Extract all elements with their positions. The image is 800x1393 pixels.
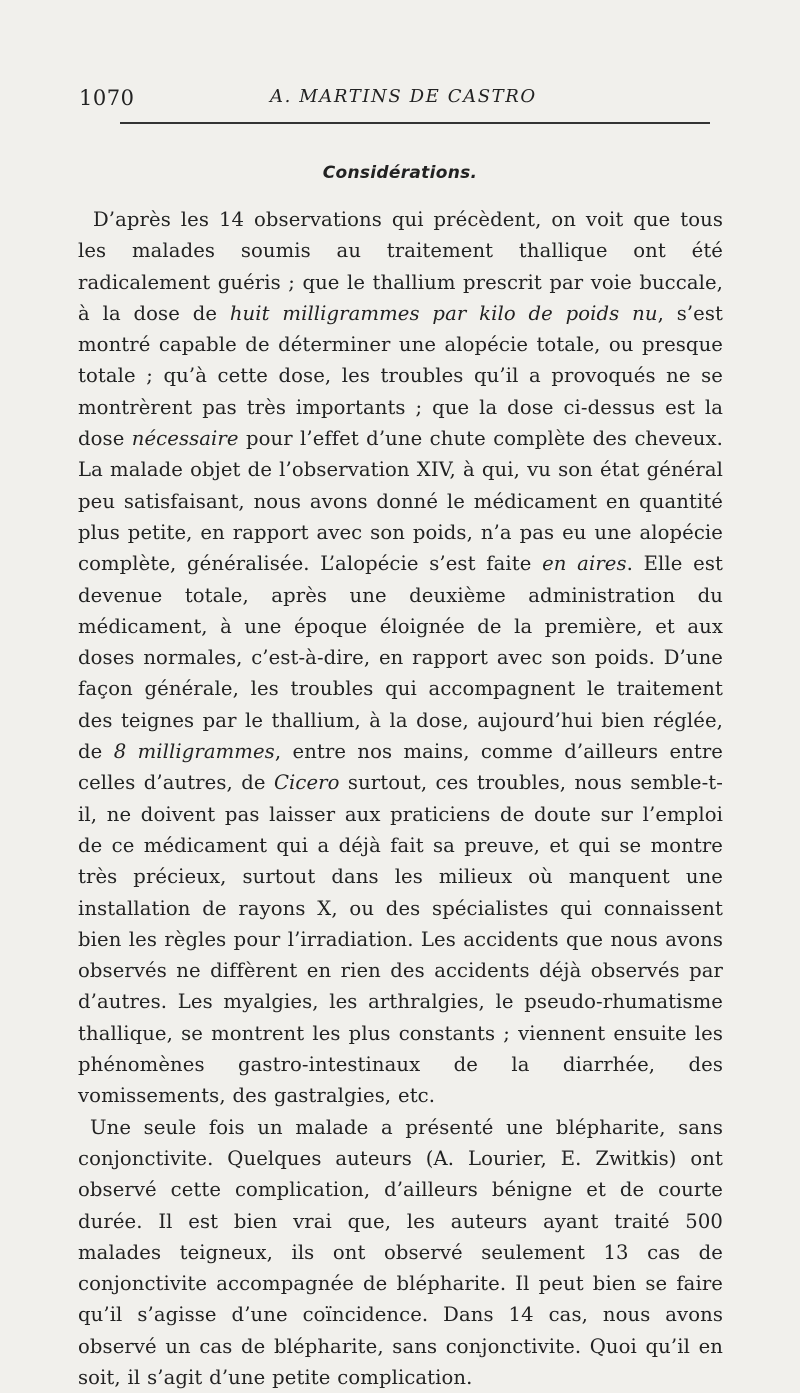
text-run: . Elle est devenue totale, après une deuxième administration du médicament, à une époque éloignée de la première, et aux doses normales, c’est-à-dire, en rapport avec son poids. D’une façon générale, les troubles qui accompagnent le traitement des teignes par le thallium, à la dose, aujourd’hui bien réglée, de [78,552,723,764]
text-run: pour l’effet d’une chute complète des cheveux. La malade objet de l’observation XIV, à qui, vu son état général peu satisfaisant, nous avons donné le médicament en quantité plus petite, en rapport avec son poids, n’a pas eu une alopécie complète, généralisée. L’alopécie s’est faite [78,427,724,576]
italic-cicero: Cicero [273,771,340,795]
text-run: D’après les 14 observations qui précèdent, on voit que tous les malades soumis au traitement thallique ont été radicalement guéris ; que le thallium prescrit par voie buccale, à la dose de [78,208,723,325]
text-run: Une seule fois un malade a présenté une blépharite, sans conjonctivite. Quelques auteurs (A. Lourier, E. Zwitkis) ont observé cette complication, d’ailleurs bénigne et de courte durée. Il est bien vrai que, les auteurs ayant traité 500 malades teigneux, ils ont observé seulement 13 cas de conjonctivite accompagnée de blépharite. Il peut bien se faire qu’il s’agisse d’une coïncidence. Dans 14 cas, nous avons observé un cas de blépharite, sans conjonctivite. Quoi qu’il en soit, il s’agit d’une petite complication. [78,1115,723,1389]
italic-en-aires: en aires [542,552,627,576]
text-run: , s’est montré capable de déterminer une alopécie totale, ou presque totale ; qu’à cette dose, les troubles qu’il a provoqués ne se montrèrent pas très importants ; que la dose ci-dessus est la dose [78,301,724,451]
paragraph-2 [78,1112,723,1393]
running-title: A. MARTINS DE CASTRO [270,86,537,107]
page-number: 1070 [79,86,135,110]
body-text [78,204,723,1393]
section-title: Considérations. [322,163,478,183]
text-run: , entre nos mains, comme d’ailleurs entre celles d’autres, de [78,740,723,795]
header-rule [120,122,710,124]
italic-8-milligrammes: 8 milligrammes [113,740,275,764]
text-run: surtout, ces troubles, nous semble-t-il, ne doivent pas laisser aux praticiens de doute sur l’emploi de ce médicament qui a déjà fait sa preuve, et qui se montre très précieux, surtout dans les milieux où manquent une installation de rayons X, ou des spécialistes qui connaissent bien les règles pour l’irradiation. Les accidents que nous avons observés ne diffèrent en rien des accidents déjà observés par d’autres. Les myalgies, les arthralgies, le pseudo-rhumatisme thallique, se montrent les plus constants ; viennent ensuite les phénomènes gastro-intestinaux de la diarrhée, des vomissements, des gastralgies, etc. [78,771,723,1108]
italic-dose-phrase: huit milligrammes par kilo de poids nu [229,301,658,325]
italic-necessaire: nécessaire [131,427,239,451]
paragraph-1 [78,204,723,1112]
